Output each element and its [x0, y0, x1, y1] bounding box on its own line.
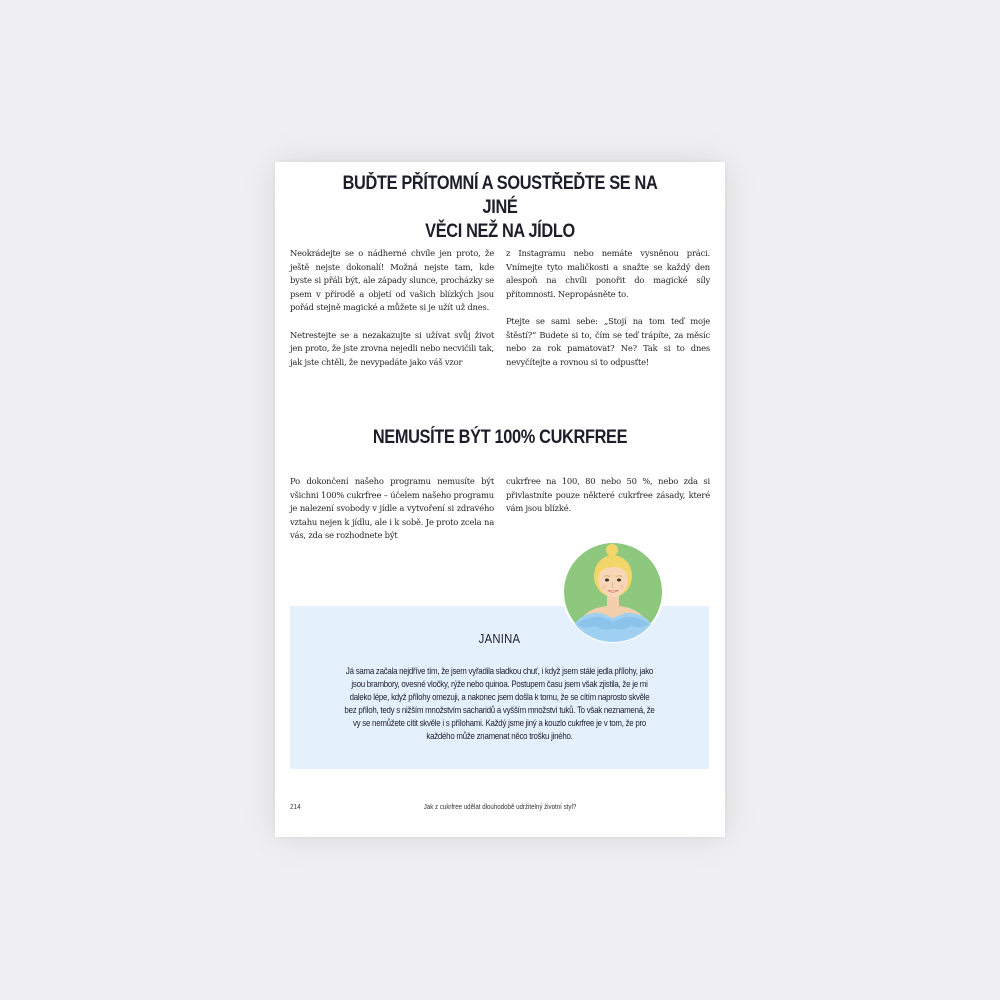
paragraph: Po dokončení našeho programu nemusíte být všichni 100% cukrfree – účelem našeho programu je nalezení svobody v jídle a vytvoření si zdravého vztahu nejen k jídlu, ale i k sobě. Je proto zcela na vás, zda se rozhodnete být [290, 476, 494, 541]
paragraph: Neokrádejte se o nádherné chvíle jen proto, že ještě nejste dokonalí! Možná nejste tam, kde byste si přáli být, ale západy slunce, procházky se psem v přírodě a objetí od vašich blízkých jsou pořád stejně magické a můžete si je užít už dnes. [290, 248, 494, 313]
section-heading [324, 172, 677, 244]
avatar-icon [561, 540, 665, 644]
page-number: 214 [290, 802, 301, 811]
text-column-right [506, 247, 710, 369]
heading-line-2: VĚCI NEŽ NA JÍDLO [425, 221, 575, 242]
paragraph: z Instagramu nebo nemáte vysněnou práci. Vnímejte tyto maličkosti a snažte se každý den alespoň na chvíli ponořit do magické síly přítomnosti. Nepropásněte to. [506, 248, 710, 299]
paragraph: Netrestejte se a nezakazujte si užívat svůj život jen proto, že jste zrovna nejedli nebo necvičili tak, jak jste chtěli, že nevypadáte jako váš vzor [290, 329, 494, 367]
text-column-left [290, 475, 494, 543]
paragraph: Ptejte se sami sebe: „Stojí na tom teď moje štěstí?“ Budete si to, čím se teď trápíte, za měsíc nebo za rok pamatovat? Ne? Tak si to dnes nevyčítejte a rovnou si to odpusťte! [506, 315, 710, 367]
quote-text: Já sama začala nejdříve tím, že jsem vyřadila sladkou chuť, i když jsem stále jedla přílohy, jako jsou brambory, ovesné vločky, rýže nebo quinoa. Postupem času jsem však zjistila, že je mi daleko lépe, když přílohy omezuji, a nakonec jsem došla k tomu, že se cítím naprosto skvěle bez příloh, tedy s nižším množstvím sacharidů a vyšším množství tuků. To však neznamená, že vy se nemůžete cítit skvěle i s přílohami. Každý jsme jiný a kouzlo cukrfree je v tom, že pro každého může znamenat něco trošku jiného. [344, 666, 655, 741]
text-column-right [506, 475, 710, 516]
running-footer-title: Jak z cukrfree udělat dlouhodobě udržitelný životní styl? [423, 802, 577, 811]
quote-author: JANINA [478, 632, 521, 646]
text-column-left [290, 247, 494, 369]
paragraph: cukrfree na 100, 80 nebo 50 %, nebo zda si přivlastníte pouze některé cukrfree zásady, které vám jsou blízké. [506, 476, 710, 514]
heading-line-1: BUĎTE PŘÍTOMNÍ A SOUSTŘEĎTE SE NA JINÉ [342, 173, 658, 218]
book-page [275, 162, 725, 837]
section-heading: NEMUSÍTE BÝT 100% CUKRFREE [372, 427, 628, 448]
